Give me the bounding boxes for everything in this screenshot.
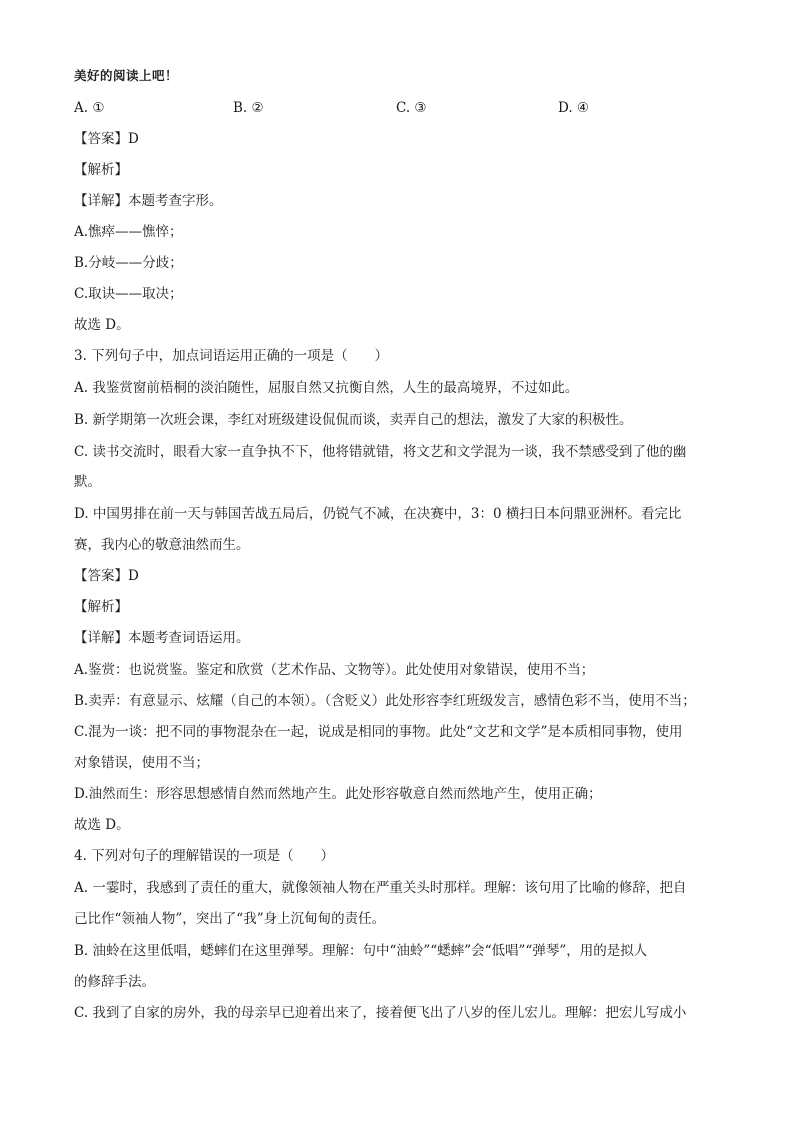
q3-conclusion: 故选 D。 xyxy=(74,817,130,833)
previous-text-tail: 美好的阅读上吧！ xyxy=(74,68,179,83)
q3-option-a: A. 我鉴赏窗前梧桐的淡泊随性，屈服自然又抗衡自然，人生的最高境界，不过如此。 xyxy=(74,380,579,396)
q2-answer: 【答案】D xyxy=(74,131,139,147)
q2-option-b: B. ② xyxy=(233,100,264,116)
q4-option-a-cont: 己比作“领袖人物”，突出了“我”身上沉甸甸的责任。 xyxy=(74,911,386,927)
q3-option-b: B. 新学期第一次班会课，李红对班级建设侃侃而谈，卖弄自己的想法，激发了大家的积极性。 xyxy=(74,412,633,428)
q2-detail-heading: 【详解】本题考查字形。 xyxy=(74,193,223,209)
q4-option-b-cont: 的修辞手法。 xyxy=(74,974,155,990)
q3-explain-line: B.卖弄：有意显示、炫耀（自己的本领）。（含贬义）此处形容李红班级发言，感情色彩不当，使用不当； xyxy=(74,693,696,709)
q2-explain-line: C.取诀——取决； xyxy=(74,286,183,302)
q2-option-d: D. ④ xyxy=(558,100,590,116)
q4-option-b: B. 油蛉在这里低唱，蟋蟀们在这里弹琴。理解：句中“油蛉”“蟋蟀”会“低唱”“弹琴”，用的是拟人 xyxy=(74,943,648,959)
q2-conclusion: 故选 D。 xyxy=(74,317,130,333)
q3-option-d-cont: 赛，我内心的敬意油然而生。 xyxy=(74,537,250,553)
q3-option-c: C. 读书交流时，眼看大家一直争执不下，他将错就错，将文艺和文学混为一谈，我不禁感受到了他的幽 xyxy=(74,444,687,460)
q2-analysis-heading: 【解析】 xyxy=(74,162,128,178)
q3-stem: 3. 下列句子中，加点词语运用正确的一项是（ ） xyxy=(74,348,389,364)
q3-explain-line: A.鉴赏：也说赏鉴。鉴定和欣赏（艺术作品、文物等）。此处使用对象错误，使用不当； xyxy=(74,662,595,678)
q3-explain-line: 对象错误，使用不当； xyxy=(74,755,209,771)
q3-answer: 【答案】D xyxy=(74,568,139,584)
q2-explain-line: B.分岐——分歧； xyxy=(74,255,183,271)
q4-option-c: C. 我到了自家的房外，我的母亲早已迎着出来了，接着便飞出了八岁的侄儿宏儿。理解：把宏儿写成小 xyxy=(74,1005,687,1021)
q2-option-a: A. ① xyxy=(74,100,105,116)
q3-option-c-cont: 默。 xyxy=(74,474,101,490)
q2-explain-line: A.憔瘁——憔悴； xyxy=(74,224,183,240)
q3-explain-line: C.混为一谈：把不同的事物混杂在一起，说成是相同的事物。此处“文艺和文学”是本质相同事物，使用 xyxy=(74,724,683,740)
q4-option-a: A. 一霎时，我感到了责任的重大，就像领袖人物在严重关头时那样。理解：该句用了比喻的修辞，把自 xyxy=(74,880,687,896)
q3-explain-line: D.油然而生：形容思想感情自然而然地产生。此处形容敬意自然而然地产生，使用正确； xyxy=(74,786,602,802)
q3-analysis-heading: 【解析】 xyxy=(74,599,128,615)
q4-stem: 4. 下列对句子的理解错误的一项是（ ） xyxy=(74,848,335,864)
q3-option-d: D. 中国男排在前一天与韩国苦战五局后，仍锐气不减，在决赛中，3：0 横扫日本问鼎亚洲杯。看完比 xyxy=(74,506,682,522)
q3-detail-heading: 【详解】本题考查词语运用。 xyxy=(74,630,250,646)
q2-option-c: C. ③ xyxy=(396,100,427,116)
